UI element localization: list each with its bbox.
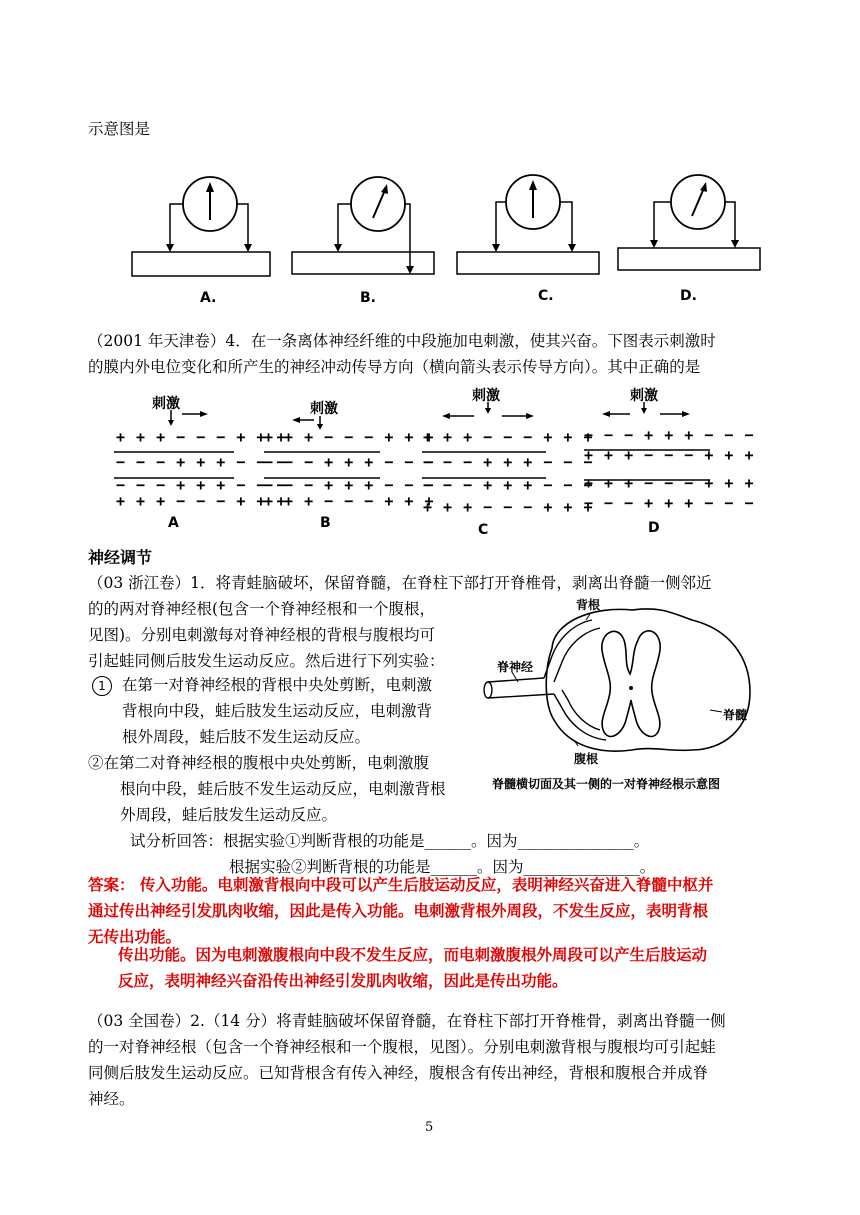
q1-ask1: 试分析回答：根据实验①判断背根的功能是______。因为_______________。: [130, 832, 650, 850]
exp1-number-circle: 1: [92, 676, 112, 696]
membrane-c-row4: + + + − − − + + +: [423, 498, 594, 516]
figure-b-galvanometer: [292, 177, 434, 274]
label-ventral-root: 腹根: [574, 752, 599, 766]
q1-exp1-line-a: 在第一对脊神经根的背根中央处剪断，电刺激: [122, 676, 433, 694]
q4-line2: 的膜内外电位变化和所产生的神经冲动传导方向（横向箭头表示传导方向）。其中正确的是: [88, 358, 701, 376]
membrane-a-row4: + + + − − − + + +: [116, 492, 287, 510]
spinal-figure-caption: 脊髓横切面及其一侧的一对脊神经根示意图: [492, 777, 721, 791]
q1-ask2: 根据实验②判断背根的功能是______。因为_______________。: [229, 858, 656, 876]
spinal-cord-diagram: [482, 600, 762, 780]
stimulus-label-d: 刺激: [630, 388, 658, 404]
figure-c-galvanometer: [457, 175, 599, 274]
membrane-a-row1: + + + − − − + + +: [116, 428, 287, 446]
membrane-b-row2: − − − + + + − − −: [264, 453, 435, 471]
q1-line4: 引起蛙同侧后肢发生运动反应。然后进行下列实验：: [88, 652, 445, 670]
membrane-d-row1: − − − + + + − − −: [584, 426, 755, 444]
membrane-b-label: B: [320, 515, 331, 531]
membrane-b-row1: + + + − − − + + +: [264, 428, 435, 446]
membrane-a-label: A: [168, 515, 179, 531]
label-spinal-nerve: 脊神经: [497, 660, 534, 674]
galvanometer-figures: [120, 170, 760, 310]
label-dorsal-root: 背根: [576, 598, 601, 612]
q1-exp1-line-c: 根外周段，蛙后肢不发生运动反应。: [122, 728, 371, 746]
q1-exp1-line-b: 背根向中段，蛙后肢发生运动反应，电刺激背: [122, 702, 433, 720]
q2-line4: 神经。: [88, 1090, 135, 1108]
q1-line1: （03 浙江卷）1．将青蛙脑破坏，保留脊髓，在脊柱下部打开脊椎骨，剥离出脊髓一侧邻近: [88, 574, 712, 592]
figure-c-label: C.: [538, 288, 554, 304]
q1-line2: 的的两对脊神经根(包含一个脊神经根和一个腹根，: [88, 600, 436, 618]
figure-a-galvanometer: [132, 177, 270, 276]
q2-line2: 的一对脊神经根（包含一个脊神经根和一个腹根，见图）。分别电刺激背根与腹根均可引起蛙: [88, 1038, 716, 1056]
membrane-c-row2: − − − + + + − − −: [423, 453, 594, 471]
q2-line3: 同侧后肢发生运动反应。已知背根含有传入神经，腹根含有传出神经，背根和腹根合并成脊: [88, 1064, 709, 1082]
figure-d-galvanometer: [618, 175, 760, 270]
stimulus-label-a: 刺激: [152, 396, 180, 412]
stimulus-label-c: 刺激: [472, 388, 500, 404]
intro-text: 示意图是: [88, 120, 151, 138]
q1-line3: 见图)。分别电刺激每对脊神经根的背根与腹根均可: [88, 626, 436, 644]
membrane-a-row3: − − − + + + − − −: [116, 476, 287, 494]
q1-exp2-line-b: 根向中段，蛙后肢不发生运动反应，电刺激背根: [120, 780, 446, 798]
figure-b-label: B.: [360, 290, 376, 306]
q1-exp2-line-c: 外周段，蛙后肢发生运动反应。: [120, 806, 338, 824]
answer-line5: 反应，表明神经兴奋沿传出神经引发肌肉收缩，因此是传出功能。: [118, 971, 568, 990]
answer-line1: 答案： 传入功能。电刺激背根向中段可以产生后肢运动反应，表明神经兴奋进入脊髓中枢并: [88, 875, 714, 894]
stimulus-label-b: 刺激: [310, 401, 338, 417]
figure-d-label: D.: [680, 288, 697, 304]
q2-line1: （03 全国卷）2.（14 分）将青蛙脑破坏保留脊髓，在脊柱下部打开脊椎骨，剥离出脊髓一侧: [88, 1012, 726, 1030]
label-spinal-cord: 脊髓: [723, 708, 748, 722]
figure-a-label: A.: [200, 290, 217, 306]
answer-line3: 无传出功能。: [88, 927, 182, 946]
answer-line4: 传出功能。因为电刺激腹根向中段不发生反应，而电刺激腹根外周段可以产生后肢运动: [118, 945, 708, 964]
section-title: 神经调节: [88, 548, 153, 567]
membrane-d-row2: + + + − − − + + +: [584, 446, 755, 464]
q1-exp2-line-a: ②在第二对脊神经根的腹根中央处剪断，电刺激腹: [88, 754, 430, 772]
answer-line2: 通过传出神经引发肌肉收缩，因此是传入功能。电刺激背根外周段，不发生反应，表明背根: [88, 901, 709, 920]
membrane-c-label: C: [478, 522, 489, 538]
membrane-b-row4: + + + − − − + + +: [264, 492, 435, 510]
membrane-a-row2: − − − + + + − − −: [116, 453, 287, 471]
membrane-b-row3: − − − + + + − − −: [264, 476, 435, 494]
page-number: 5: [425, 1120, 434, 1135]
membrane-c-row3: − − − + + + − − −: [423, 476, 594, 494]
membrane-d-label: D: [648, 520, 660, 536]
membrane-d-row3: + + + − − − + + +: [584, 474, 755, 492]
q4-line1: （2001 年天津卷）4．在一条离体神经纤维的中段施加电刺激，使其兴奋。下图表示刺激时: [88, 332, 716, 350]
membrane-d-row4: − − − + + + − − −: [584, 494, 755, 512]
membrane-c-row1: + + + − − − + + +: [423, 428, 594, 446]
